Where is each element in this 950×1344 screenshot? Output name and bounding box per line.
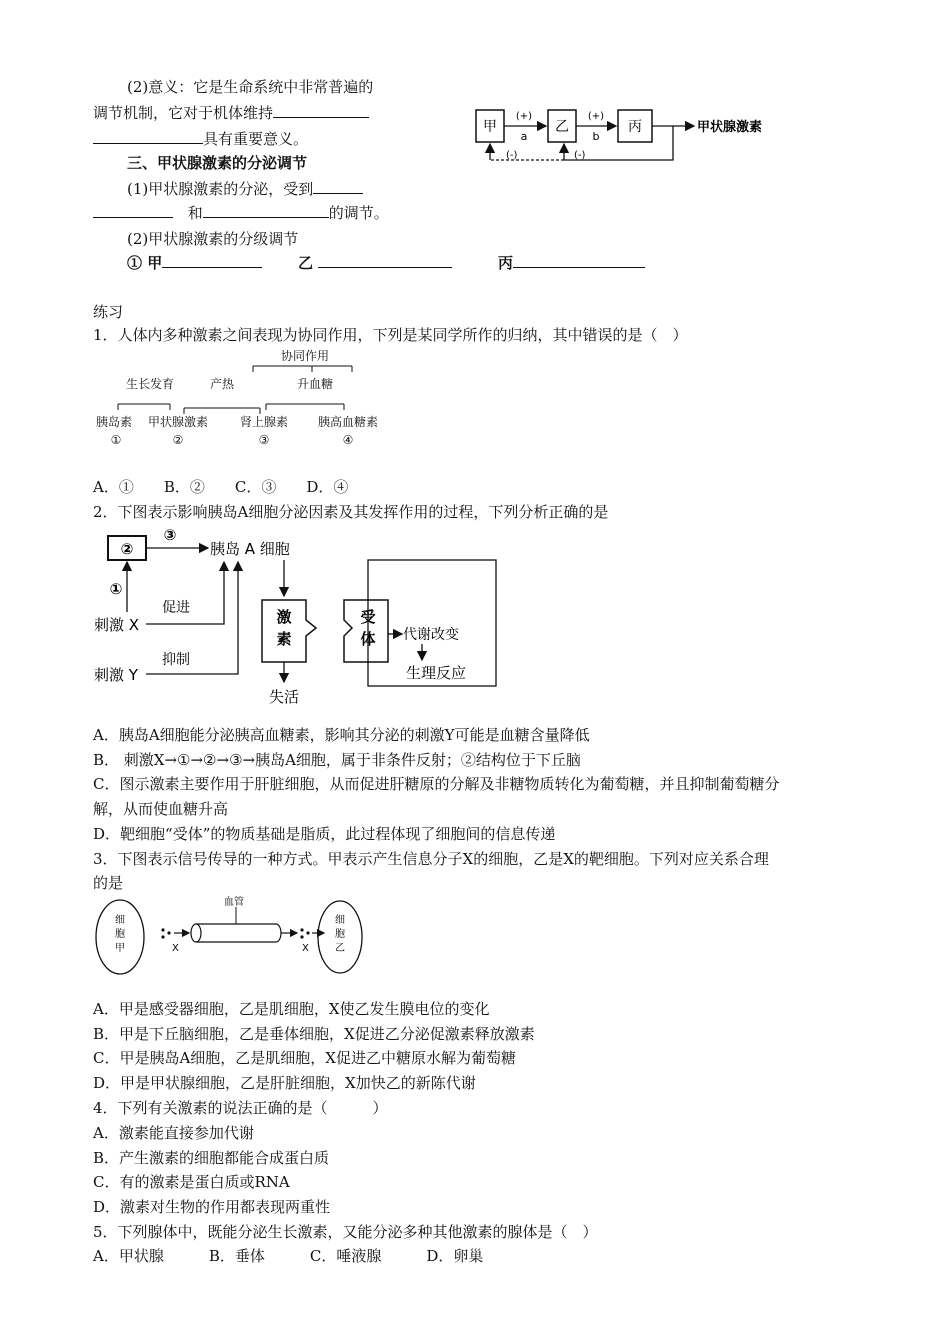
q3-signal-diagram [90, 893, 370, 977]
blank-maintain[interactable] [273, 103, 369, 118]
q2-option-c2: 解，从而使血糖升高 [93, 800, 229, 818]
vessel-label: 血管 [224, 897, 244, 908]
tree-growth: 生长发育 [125, 377, 175, 391]
molecule-dot [300, 935, 303, 938]
tree-h2: 甲状腺激素 [147, 415, 209, 429]
tree-h3-num: ③ [258, 433, 270, 447]
plus-b: (+) [587, 111, 605, 122]
q5-options: A．甲状腺 B．垂体 C．唾液腺 D．卵巢 [93, 1247, 484, 1265]
molecule-dot [161, 935, 164, 938]
num-3: ③ [163, 526, 177, 544]
output-label: 甲状腺激素 [697, 120, 763, 135]
q2-islet-diagram [90, 526, 510, 712]
q2-option-d: D．靶细胞“受体”的物质基础是脂质，此过程体现了细胞间的信息传递 [93, 825, 556, 843]
receptor-text-1: 受 [360, 608, 376, 626]
practice-title: 练习 [93, 303, 124, 321]
q2-option-c1: C．图示激素主要作用于肝脏细胞，从而促进肝糖原的分解及非糖物质转化为葡萄糖，并且抑制葡萄糖分 [93, 775, 780, 793]
meaning-line1: (2)意义：它是生命系统中非常普遍的 [127, 78, 374, 96]
box-bing-text: 丙 [628, 119, 642, 135]
tree-h1-num: ① [110, 433, 122, 447]
molecule-dot [167, 931, 170, 934]
q2-option-a: A．胰岛A细胞能分泌胰高血糖素，影响其分泌的刺激Y可能是血糖含量降低 [93, 726, 590, 744]
q3-option-d: D．甲是甲状腺细胞，乙是肝脏细胞，X加快乙的新陈代谢 [93, 1074, 476, 1092]
x-label-1: X [172, 943, 179, 954]
molecule-dot [306, 931, 309, 934]
q4-option-c: C．有的激素是蛋白质或RNA [93, 1173, 290, 1191]
meaning-line3-text: 具有重要意义。 [203, 130, 309, 148]
num-1: ① [109, 580, 123, 598]
molecule-dot [161, 928, 164, 931]
cell-jia-3: 甲 [115, 943, 125, 954]
thyroid-regulation-diagram [470, 98, 770, 173]
tree-heat: 产热 [209, 377, 235, 391]
q2-stem: 2．下图表示影响胰岛A细胞分泌因素及其发挥作用的过程，下列分析正确的是 [93, 503, 609, 521]
blank-yi[interactable] [318, 253, 452, 268]
hormone-text-2: 素 [276, 630, 292, 648]
blank-regulation-b[interactable] [203, 203, 329, 218]
cell-yi-3: 乙 [335, 943, 345, 954]
q4-option-d: D．激素对生物的作用都表现两重性 [93, 1198, 331, 1216]
yi-label: 乙 [298, 254, 314, 272]
vessel-end [191, 924, 201, 942]
q5-stem: 5．下列腺体中，既能分泌生长激素，又能分泌多种其他激素的腺体是（ ） [93, 1223, 598, 1241]
tree-h4: 胰高血糖素 [317, 415, 379, 429]
q3-stem-1: 3．下图表示信号传导的一种方式。甲表示产生信息分子X的细胞，乙是X的靶细胞。下列对应关系合理 [93, 850, 769, 868]
q4-option-a: A．激素能直接参加代谢 [93, 1124, 254, 1142]
q-secretion-line2 [93, 203, 389, 223]
inactive-label: 失活 [268, 688, 300, 706]
q3-option-c: C．甲是胰岛A细胞，乙是肌细胞，X促进乙中糖原水解为葡萄糖 [93, 1049, 516, 1067]
q1-tree-diagram [90, 346, 400, 450]
graded-regulation-title: (2)甲状腺激素的分级调节 [127, 230, 299, 248]
receptor-text-2: 体 [360, 630, 376, 648]
tree-root: 协同作用 [280, 349, 330, 363]
vessel-body [196, 924, 281, 942]
q4-stem: 4．下列有关激素的说法正确的是（ ） [93, 1099, 388, 1117]
section3-title: 三、甲状腺激素的分泌调节 [127, 154, 308, 172]
graded-jia [127, 253, 262, 273]
promote-label: 促进 [162, 600, 190, 616]
label-b: b [592, 130, 600, 143]
graded-yi [298, 253, 452, 273]
tree-sugar: 升血糖 [296, 377, 334, 391]
stim-y: 刺激 Y [94, 666, 138, 684]
molecule-dot [300, 928, 303, 931]
meaning-line3 [93, 129, 308, 149]
blank-regulation-a-cont[interactable] [93, 203, 173, 218]
box-jia-text: 甲 [483, 119, 497, 135]
plus-a: (+) [515, 111, 533, 122]
blank-bing[interactable] [513, 253, 645, 268]
tree-h1: 胰岛素 [95, 415, 133, 429]
q3-option-a: A．甲是感受器细胞，乙是肌细胞，X使乙发生膜电位的变化 [93, 1000, 490, 1018]
inhibit-label: 抑制 [162, 652, 190, 668]
cell-yi-1: 细 [335, 915, 345, 926]
and-text: 和 [187, 204, 203, 222]
hormone-text-1: 激 [276, 608, 292, 626]
q1-stem: 1．人体内多种激素之间表现为协同作用，下列是某同学所作的归纳，其中错误的是（ ） [93, 326, 688, 344]
metabolism-label: 代谢改变 [403, 627, 459, 643]
cell-jia-2: 胞 [115, 929, 125, 940]
islet-label: 胰岛 A 细胞 [210, 540, 290, 558]
cell-yi-2: 胞 [335, 929, 345, 940]
bing-label: 丙 [498, 254, 514, 272]
q-secretion-line1 [127, 179, 363, 199]
minus-2: (-) [574, 150, 586, 161]
q3-stem-2: 的是 [93, 874, 124, 892]
q2-option-b: B． 刺激X→①→②→③→胰岛A细胞，属于非条件反射；②结构位于下丘脑 [93, 751, 581, 769]
box-yi-text: 乙 [555, 119, 569, 135]
meaning-line2-text: 调节机制，它对于机体维持 [93, 104, 274, 122]
tree-h4-num: ④ [342, 433, 354, 447]
jia-label: ① 甲 [127, 254, 163, 272]
blank-regulation-a[interactable] [313, 179, 363, 194]
physiology-label: 生理反应 [406, 664, 467, 682]
q-secretion-text: (1)甲状腺激素的分泌，受到 [127, 180, 314, 198]
q3-option-b: B．甲是下丘脑细胞，乙是垂体细胞，X促进乙分泌促激素释放激素 [93, 1025, 535, 1043]
blank-maintain-cont[interactable] [93, 129, 203, 144]
q1-options: A．① B．② C．③ D．④ [93, 478, 349, 496]
label-a: a [520, 130, 528, 143]
q4-option-b: B．产生激素的细胞都能合成蛋白质 [93, 1149, 330, 1167]
stim-x: 刺激 X [94, 616, 140, 634]
minus-1: (-) [506, 150, 518, 161]
tree-h3: 肾上腺素 [239, 415, 289, 429]
regulation-end: 的调节。 [328, 204, 389, 222]
graded-bing [498, 253, 645, 273]
cell-jia-1: 细 [115, 915, 125, 926]
meaning-line2 [93, 103, 369, 123]
box-2-text: ② [120, 540, 134, 558]
blank-jia[interactable] [162, 253, 262, 268]
x-label-2: X [302, 943, 309, 954]
tree-h2-num: ② [172, 433, 184, 447]
